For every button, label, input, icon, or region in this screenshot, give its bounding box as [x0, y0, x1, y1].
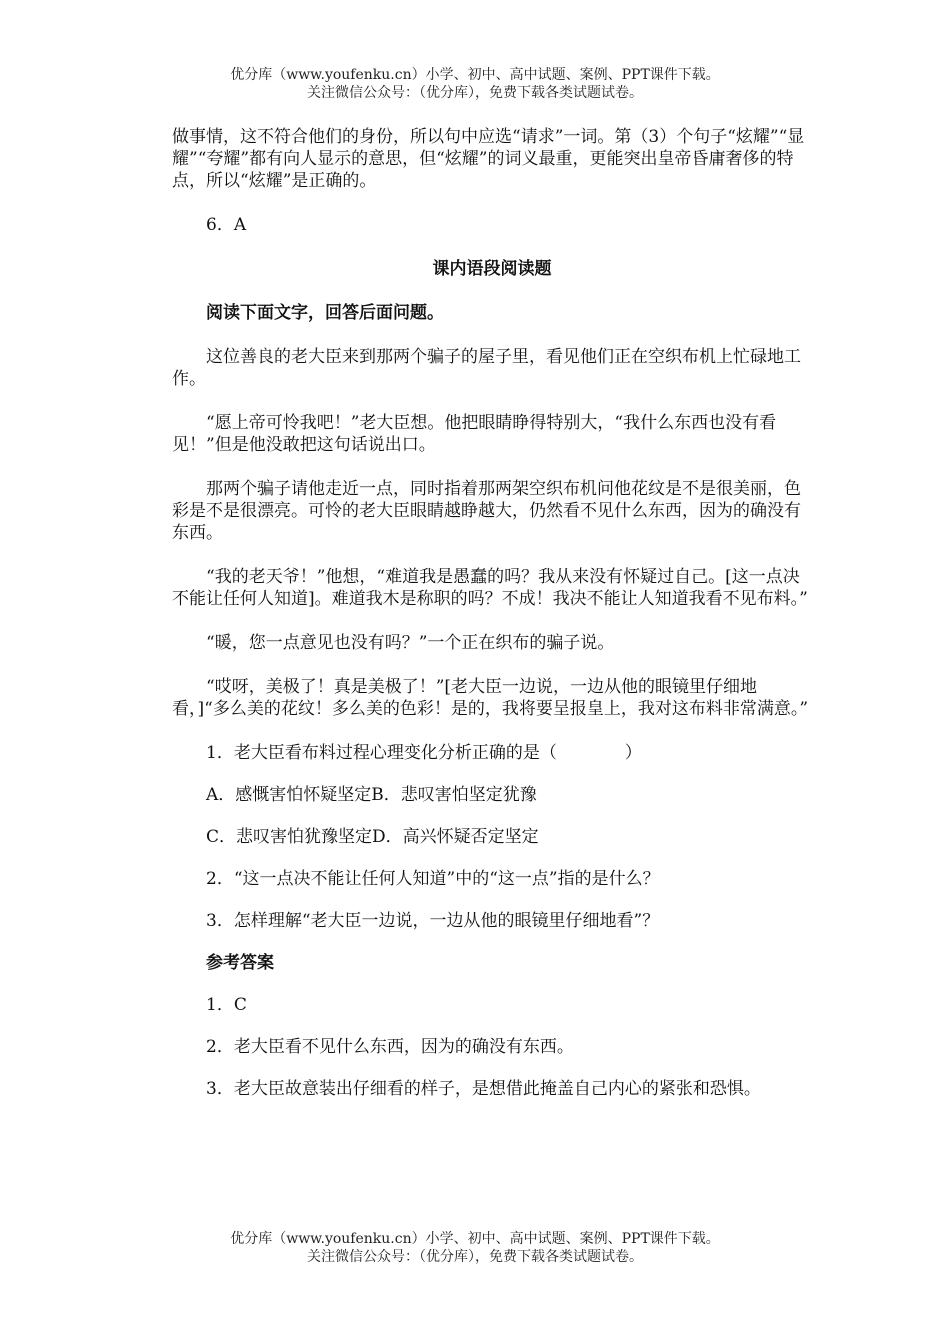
section-instruction: 阅读下面文字，回答后面问题。	[206, 303, 444, 323]
passage-paragraph: “愿上帝可怜我吧！”老大臣想。他把眼睛睁得特别大，“我什么东西也没有看见！”但是他没敢把这句话说出口。	[172, 413, 777, 455]
question-1-options-cd: C．悲叹害怕犹豫坚定D．高兴怀疑否定坚定	[206, 827, 539, 847]
passage-paragraph: “哎呀，美极了！真是美极了！”[老大臣一边说，一边从他的眼镜里仔细地看，]“多么美的花纹！多么美的色彩！是的，我将要呈报皇上，我对这布料非常满意。”	[172, 677, 809, 719]
answer-2: 2．老大臣看不见什么东西，因为的确没有东西。	[206, 1037, 574, 1057]
passage-paragraph: 这位善良的老大臣来到那两个骗子的屋子里，看见他们正在空织布机上忙碌地工作。	[172, 347, 801, 389]
answer-3: 3．老大臣故意装出仔细看的样子，是想借此掩盖自己内心的紧张和恐惧。	[206, 1079, 761, 1099]
previous-answer-explanation: 做事情，这不符合他们的身份，所以句中应选“请求”一词。第（3）个句子“炫耀”“显耀”“夸耀”都有向人显示的意思，但“炫耀”的词义最重，更能突出皇帝昏庸奢侈的特点，所以“炫耀”是正确的。	[172, 127, 805, 191]
answers-title: 参考答案	[206, 953, 274, 973]
document-body	[172, 126, 812, 1100]
question-2: 2．“这一点决不能让任何人知道”中的“这一点”指的是什么？	[206, 869, 660, 889]
header-line-2: 关注微信公众号：（优分库），免费下载各类试题试卷。	[307, 85, 643, 101]
question-1: 1．老大臣看布料过程心理变化分析正确的是（ ）	[206, 743, 642, 763]
section-title: 课内语段阅读题	[432, 259, 552, 279]
question-3: 3．怎样理解“老大臣一边说，一边从他的眼镜里仔细地看”？	[206, 911, 660, 931]
answer-6: 6．A	[206, 215, 247, 235]
page-footer	[0, 1230, 950, 1266]
answer-1: 1．C	[206, 995, 247, 1015]
passage-paragraph: “暖，您一点意见也没有吗？”一个正在织布的骗子说。	[206, 633, 615, 653]
question-1-options-ab: A．感慨害怕怀疑坚定B．悲叹害怕坚定犹豫	[206, 785, 537, 805]
passage-paragraph: “我的老天爷！”他想，“难道我是愚蠢的吗？我从来没有怀疑过自己。[这一点决不能让任何人知道]。难道我木是称职的吗？不成！我决不能让人知道我看不见布料。”	[172, 567, 808, 609]
header-line-1: 优分库（www.youfenku.cn）小学、初中、高中试题、案例、PPT课件下载。	[230, 67, 720, 83]
footer-line-1: 优分库（www.youfenku.cn）小学、初中、高中试题、案例、PPT课件下载。	[230, 1231, 720, 1247]
footer-line-2: 关注微信公众号：（优分库），免费下载各类试题试卷。	[307, 1249, 643, 1265]
page-header	[0, 66, 950, 102]
passage-paragraph: 那两个骗子请他走近一点，同时指着那两架空织布机问他花纹是不是很美丽，色彩是不是很漂亮。可怜的老大臣眼睛越睁越大，仍然看不见什么东西，因为的确没有东西。	[172, 479, 801, 543]
